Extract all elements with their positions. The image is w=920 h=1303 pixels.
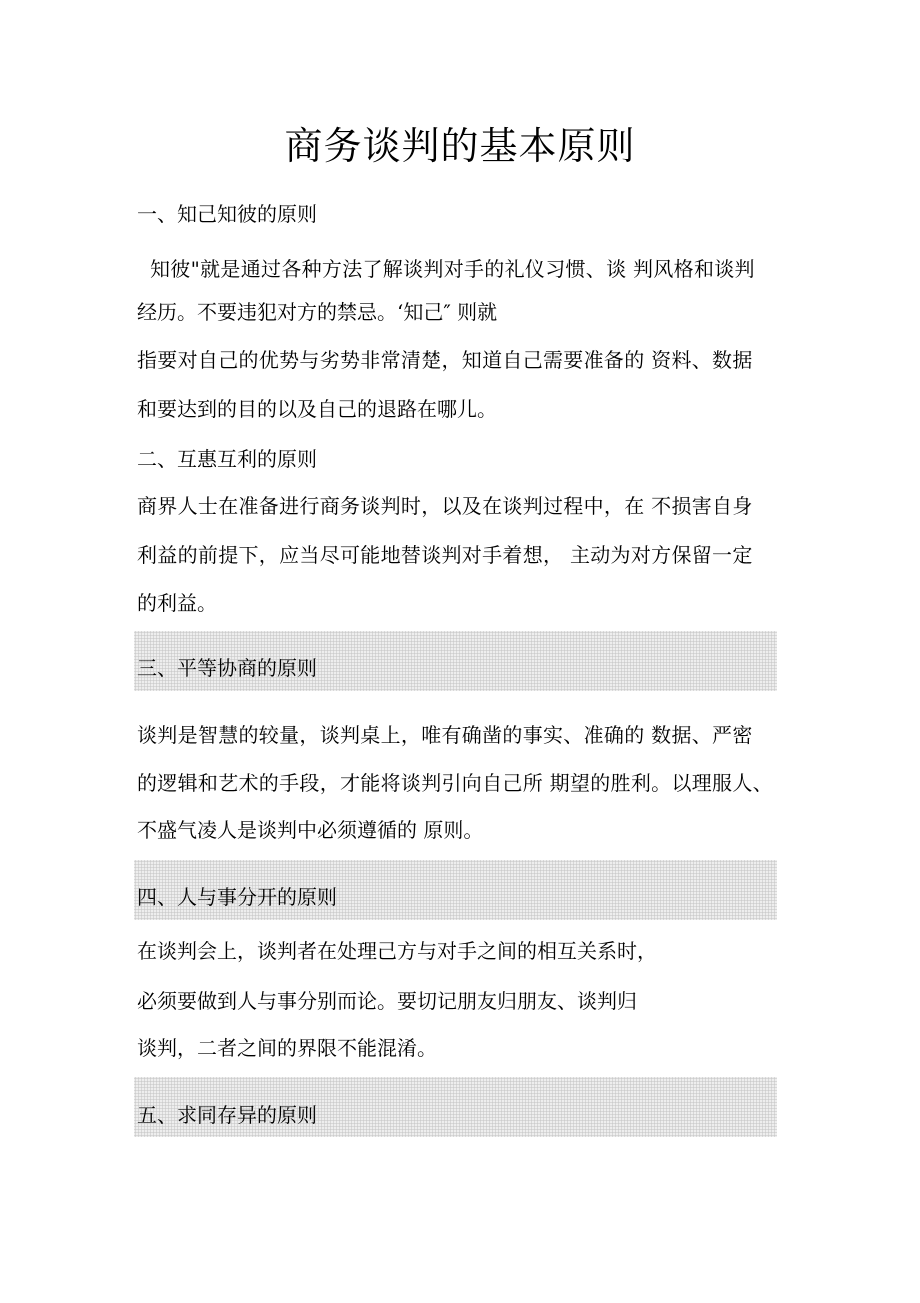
section-heading: 五、求同存异的原则: [137, 1103, 317, 1127]
document-title: 商务谈判的基本原则: [284, 124, 636, 168]
paragraph-line: 在谈判会上，谈判者在处理己方与对手之间的相互关系时，: [137, 939, 657, 963]
paragraph-line: 利益的前提下，应当尽可能地替谈判对手着想， 主动为对方保留一定: [137, 543, 753, 567]
paragraph-line: 经历。不要违犯对方的禁忌。‘知己″ 则就: [137, 300, 498, 324]
paragraph-line: 和要达到的目的以及自己的退路在哪儿。: [137, 397, 497, 421]
paragraph-line: 的逻辑和艺术的手段，才能将谈判引向自己所 期望的胜利。以理服人、: [137, 771, 773, 795]
paragraph-line: 的利益。: [137, 591, 217, 615]
paragraph-line: 谈判，二者之间的界限不能混淆。: [137, 1036, 437, 1060]
section-heading: 三、平等协商的原则: [137, 656, 317, 680]
section-heading: 四、人与事分开的原则: [137, 885, 337, 909]
section-heading: 二、互惠互利的原则: [137, 447, 317, 471]
paragraph-line: 必须要做到人与事分别而论。要切记朋友归朋友、谈判归: [137, 989, 637, 1013]
section-heading: 一、知己知彼的原则: [137, 202, 317, 226]
paragraph-line: 知彼"就是通过各种方法了解谈判对手的礼仪习惯、谈 判风格和谈判: [150, 257, 755, 281]
paragraph-line: 商界人士在准备进行商务谈判时，以及在谈判过程中，在 不损害自身: [137, 494, 753, 518]
paragraph-line: 不盛气凌人是谈判中必须遵循的 原则。: [137, 818, 484, 842]
paragraph-line: 指要对自己的优势与劣势非常清楚，知道自己需要准备的 资料、数据: [137, 348, 753, 372]
paragraph-line: 谈判是智慧的较量，谈判桌上，唯有确凿的事实、准确的 数据、严密: [137, 723, 753, 747]
